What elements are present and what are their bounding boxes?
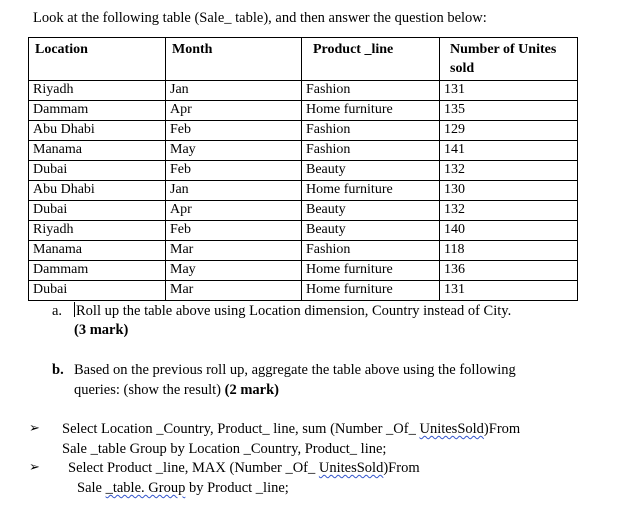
question-a — [52, 302, 511, 340]
query-1-line2: Sale _table Group by Location _Country, Product_ line; — [62, 441, 387, 457]
cell-location: Dammam — [29, 101, 166, 121]
header-product-line: Product _line — [302, 38, 440, 81]
question-a-marker: a. — [52, 303, 63, 319]
cell-month: May — [166, 261, 302, 281]
cell-month: Apr — [166, 101, 302, 121]
question-b-line2: queries: (show the result) — [74, 382, 225, 398]
cell-month: Jan — [166, 181, 302, 201]
cell-product-line: Home furniture — [302, 181, 440, 201]
cell-location: Dubai — [29, 201, 166, 221]
intro-text: Look at the following table (Sale_ table), and then answer the question below: — [33, 10, 487, 26]
query-1-squiggle: UnitesSold — [419, 421, 484, 437]
cell-location: Riyadh — [29, 221, 166, 241]
cell-product-line: Home furniture — [302, 261, 440, 281]
cell-location: Manama — [29, 241, 166, 261]
table-body — [29, 81, 578, 301]
arrow-bullet-icon: ➢ — [29, 421, 40, 436]
cell-product-line: Beauty — [302, 201, 440, 221]
query-2-squiggle: UnitesSold — [318, 460, 384, 476]
cell-units-sold: 132 — [440, 161, 578, 181]
cell-units-sold: 129 — [440, 121, 578, 141]
table-row — [29, 181, 578, 201]
cell-location: Abu Dhabi — [29, 181, 166, 201]
table-row — [29, 121, 578, 141]
cell-units-sold: 140 — [440, 221, 578, 241]
cell-product-line: Fashion — [302, 141, 440, 161]
query-2-start: Select Product _line, MAX (Number _Of_ — [68, 460, 319, 476]
question-b-marker: b. — [52, 362, 64, 378]
table-row — [29, 261, 578, 281]
question-b-line1: Based on the previous roll up, aggregate the table above using the following — [74, 362, 516, 378]
cell-product-line: Beauty — [302, 221, 440, 241]
cell-location: Dubai — [29, 161, 166, 181]
cell-product-line: Fashion — [302, 241, 440, 261]
table-row — [29, 201, 578, 221]
cell-units-sold: 141 — [440, 141, 578, 161]
table-header-row — [29, 38, 578, 81]
arrow-bullet-icon: ➢ — [29, 460, 40, 475]
table-row — [29, 281, 578, 301]
query-2-line2 — [77, 478, 289, 498]
cell-units-sold: 131 — [440, 281, 578, 301]
cell-month: Feb — [166, 121, 302, 141]
question-b — [52, 360, 516, 400]
question-a-marks: (3 mark) — [74, 322, 129, 338]
cell-product-line: Fashion — [302, 121, 440, 141]
header-number-line1: Number of Unites — [450, 42, 557, 57]
cell-month: Jan — [166, 81, 302, 101]
header-number-of-units — [440, 38, 578, 81]
table-row — [29, 101, 578, 121]
cell-location: Riyadh — [29, 81, 166, 101]
header-location: Location — [29, 38, 166, 81]
table-row — [29, 161, 578, 181]
sale-table — [28, 37, 578, 301]
question-b-marks: (2 mark) — [224, 382, 279, 398]
header-month: Month — [166, 38, 302, 81]
query-2-line1 — [68, 458, 420, 478]
cell-product-line: Beauty — [302, 161, 440, 181]
cell-month: Apr — [166, 201, 302, 221]
header-number-line2: sold — [450, 61, 475, 76]
cell-month: Feb — [166, 221, 302, 241]
cell-month: Mar — [166, 281, 302, 301]
cell-month: Mar — [166, 241, 302, 261]
query-2-line2-start: Sale — [77, 480, 106, 496]
cell-location: Dammam — [29, 261, 166, 281]
cell-location: Abu Dhabi — [29, 121, 166, 141]
cell-units-sold: 131 — [440, 81, 578, 101]
cell-product-line: Home furniture — [302, 281, 440, 301]
cell-units-sold: 130 — [440, 181, 578, 201]
table-row — [29, 141, 578, 161]
table-row — [29, 81, 578, 101]
query-2-line2-squiggle: _table. Group — [105, 480, 186, 496]
table-row — [29, 241, 578, 261]
query-2-line2-end: by Product _line; — [185, 480, 289, 496]
query-2-end: )From — [383, 460, 420, 476]
cell-units-sold: 118 — [440, 241, 578, 261]
cell-month: May — [166, 141, 302, 161]
cell-units-sold: 135 — [440, 101, 578, 121]
query-1-start: Select Location _Country, Product_ line, sum (Number _Of_ — [62, 421, 420, 437]
cell-product-line: Fashion — [302, 81, 440, 101]
question-a-text: Roll up the table above using Location dimension, Country instead of City. — [76, 303, 512, 319]
cell-units-sold: 132 — [440, 201, 578, 221]
cell-location: Manama — [29, 141, 166, 161]
query-1-end: )From — [483, 421, 521, 437]
query-1-line1 — [62, 419, 520, 439]
cell-product-line: Home furniture — [302, 101, 440, 121]
cell-location: Dubai — [29, 281, 166, 301]
cell-month: Feb — [166, 161, 302, 181]
text-cursor — [74, 302, 75, 317]
table-row — [29, 221, 578, 241]
cell-units-sold: 136 — [440, 261, 578, 281]
